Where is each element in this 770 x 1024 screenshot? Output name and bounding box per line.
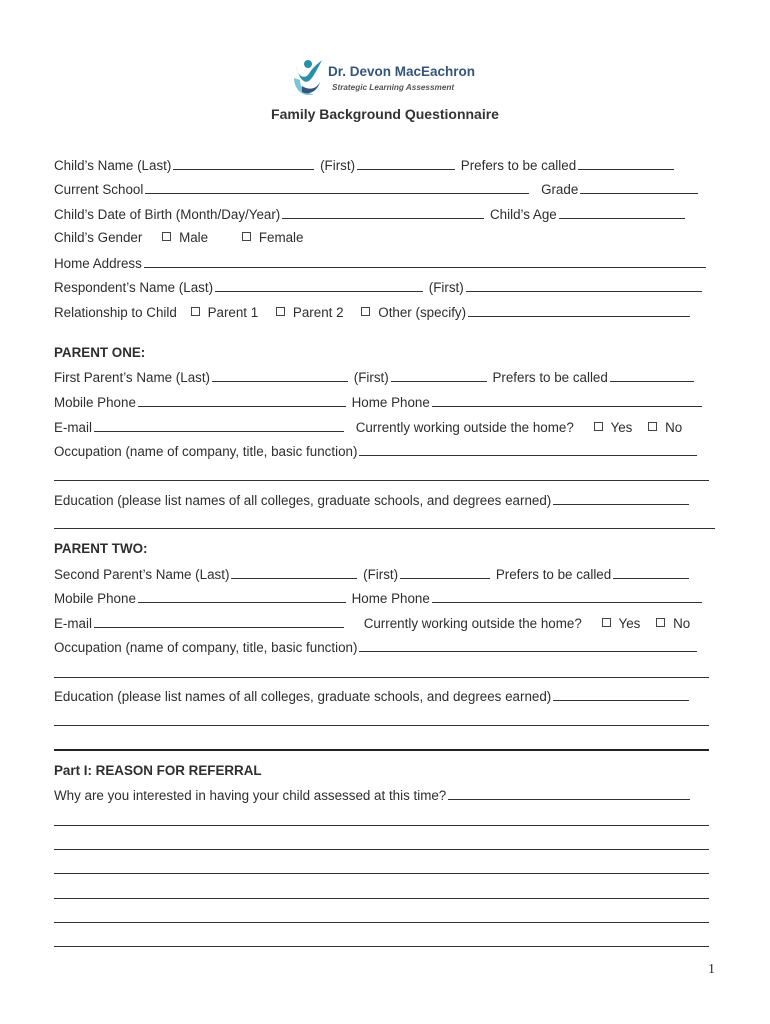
male-label: Male [179,230,209,245]
parent2-checkbox[interactable] [276,307,285,316]
female-checkbox[interactable] [242,232,251,241]
logo-figure-icon [288,56,328,100]
gender-row [54,230,303,246]
p2-working-label: Currently working outside the home? [363,616,582,631]
logo [288,56,488,100]
male-checkbox[interactable] [162,232,171,241]
address-input[interactable] [144,255,706,268]
p1-home-label: Home Phone [351,395,430,410]
p2-education-label: Education (please list names of all colleges, graduate schools, and degrees earned) [54,689,552,704]
parent-one-heading: PARENT ONE: [54,345,146,360]
part1-question-row [54,787,692,804]
p1-working-label: Currently working outside the home? [355,420,574,435]
parent1-label: Parent 1 [207,305,259,320]
part1-answer-line-3[interactable] [54,873,709,874]
p2-education-input[interactable] [553,688,689,701]
p2-phone-row [54,590,704,607]
p1-occupation-line[interactable] [54,480,709,481]
p2-no-label: No [673,616,691,631]
p1-occupation-input[interactable] [359,443,697,456]
school-input[interactable] [145,181,529,194]
p2-prefers-input[interactable] [613,566,689,579]
p2-education-row [54,688,691,705]
p2-first-label: (First) [363,567,399,582]
part1-question-label: Why are you interested in having your child assessed at this time? [54,788,447,803]
logo-name: Dr. Devon MacEachron [328,64,476,79]
other-input[interactable] [468,304,690,317]
relationship-label: Relationship to Child [54,305,177,320]
p1-education-input[interactable] [553,492,689,505]
p2-yes-checkbox[interactable] [602,618,611,627]
section-divider [54,749,709,751]
address-label: Home Address [54,256,142,271]
parent2-label: Parent 2 [292,305,344,320]
child-prefers-input[interactable] [578,157,674,170]
p2-occupation-label: Occupation (name of company, title, basic function) [54,640,358,655]
respondent-first-label: (First) [428,280,464,295]
p2-mobile-label: Mobile Phone [54,591,136,606]
p1-email-label: E-mail [54,420,92,435]
p1-email-row [54,419,682,436]
part1-answer-line-2[interactable] [54,849,709,850]
respondent-first-input[interactable] [466,279,702,292]
p2-home-input[interactable] [432,590,702,603]
p2-education-line[interactable] [54,725,709,726]
p2-email-input[interactable] [94,615,344,628]
part1-question-input[interactable] [448,787,690,800]
p1-prefers-label: Prefers to be called [492,370,608,385]
p1-occupation-label: Occupation (name of company, title, basic function) [54,444,358,459]
gender-label: Child’s Gender [54,230,143,245]
grade-label: Grade [541,182,579,197]
p2-email-label: E-mail [54,616,92,631]
p2-last-label: Second Parent’s Name (Last) [54,567,230,582]
p1-occupation-row [54,443,699,460]
p2-occupation-input[interactable] [359,639,697,652]
p1-mobile-input[interactable] [138,394,346,407]
p1-no-label: No [665,420,683,435]
parent-two-heading: PARENT TWO: [54,541,148,556]
respondent-last-label: Respondent’s Name (Last) [54,280,214,295]
p2-prefers-label: Prefers to be called [495,567,612,582]
p1-first-input[interactable] [391,369,487,382]
dob-label: Child’s Date of Birth (Month/Day/Year) [54,207,281,222]
page-number: 1 [708,962,715,977]
p1-first-label: (First) [353,370,389,385]
part1-heading: Part I: REASON FOR REFERRAL [54,763,262,778]
p1-home-input[interactable] [432,394,702,407]
age-label: Child’s Age [490,207,557,222]
other-label: Other (specify) [378,305,467,320]
p2-yes-label: Yes [618,616,641,631]
school-label: Current School [54,182,144,197]
respondent-row [54,279,704,296]
p1-phone-row [54,394,704,411]
part1-answer-line-6[interactable] [54,946,709,947]
p1-education-row [54,492,691,509]
female-label: Female [258,230,304,245]
address-row [54,255,708,272]
p2-occupation-line[interactable] [54,677,709,678]
dob-row [54,206,687,223]
respondent-last-input[interactable] [215,279,423,292]
p1-last-input[interactable] [212,369,348,382]
p1-yes-checkbox[interactable] [594,422,603,431]
p1-prefers-input[interactable] [610,369,694,382]
part1-answer-line-5[interactable] [54,922,709,923]
p2-first-input[interactable] [400,566,490,579]
dob-input[interactable] [282,206,484,219]
child-name-row [54,157,676,174]
p1-name-row [54,369,696,386]
age-input[interactable] [559,206,685,219]
p1-last-label: First Parent’s Name (Last) [54,370,211,385]
p1-yes-label: Yes [610,420,633,435]
child-prefers-label: Prefers to be called [460,158,577,173]
p1-no-checkbox[interactable] [648,422,657,431]
page-title: Family Background Questionnaire [271,106,499,122]
p2-home-label: Home Phone [351,591,430,606]
child-last-label: Child’s Name (Last) [54,158,172,173]
p1-education-label: Education (please list names of all colleges, graduate schools, and degrees earned) [54,493,552,508]
p1-mobile-label: Mobile Phone [54,395,136,410]
part1-answer-line-4[interactable] [54,898,709,899]
p2-mobile-input[interactable] [138,590,346,603]
school-row [54,181,700,198]
p2-email-row [54,615,690,632]
parent1-checkbox[interactable] [191,307,200,316]
part1-answer-line-1[interactable] [54,825,709,826]
p2-name-row [54,566,691,583]
child-first-input[interactable] [357,157,455,170]
relationship-row [54,304,692,321]
p1-email-input[interactable] [94,419,344,432]
child-first-label: (First) [320,158,356,173]
grade-input[interactable] [580,181,698,194]
other-checkbox[interactable] [361,307,370,316]
logo-tagline: Strategic Learning Assessment [332,83,455,92]
p2-no-checkbox[interactable] [656,618,665,627]
p2-occupation-row [54,639,699,656]
p1-education-line[interactable] [54,528,715,529]
child-last-input[interactable] [173,157,314,170]
p2-last-input[interactable] [231,566,357,579]
